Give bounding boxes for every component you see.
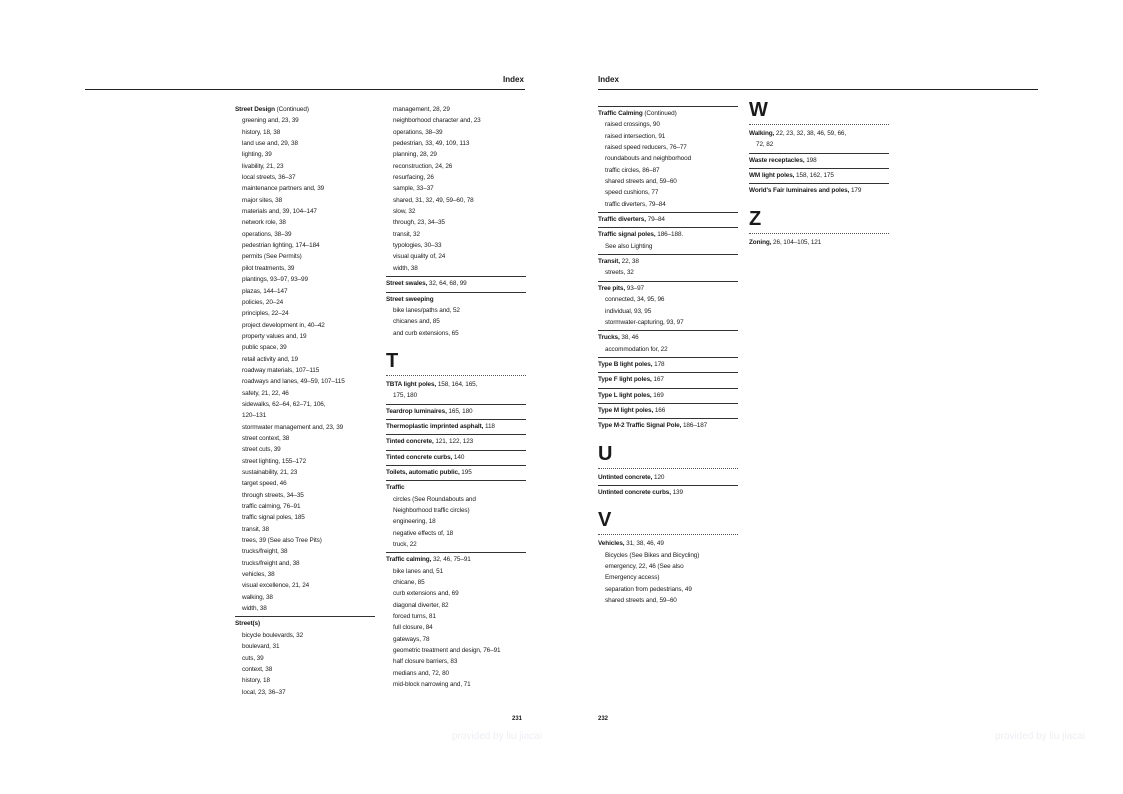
index-subentry: safety, 21, 22, 46 [242, 389, 289, 397]
index-subentry: shared, 31, 32, 49, 59–60, 78 [393, 196, 474, 204]
index-subentry: property values and, 19 [242, 332, 307, 340]
index-term: Type M-2 Traffic Signal Pole, [598, 422, 682, 430]
index-entry [749, 168, 889, 181]
index-term: Tinted concrete curbs, [386, 453, 453, 461]
index-subentry: history, 18, 38 [242, 128, 281, 136]
index-subentry: sample, 33–37 [393, 185, 434, 193]
index-entry [386, 450, 526, 463]
index-entry [598, 212, 738, 225]
index-pages: 186–187 [681, 422, 708, 430]
index-entry [386, 480, 526, 493]
index-pages: 165, 180 [446, 407, 473, 415]
index-entry-continuation: See also Lighting [605, 242, 653, 250]
index-subentry: neighborhood character and, 23 [393, 117, 481, 125]
index-subentry: cuts, 39 [242, 654, 264, 662]
index-pages: (Continued) [642, 110, 677, 117]
index-entry [235, 616, 375, 629]
index-subentry: trucks/freight, 38 [242, 548, 288, 556]
watermark: provided by liu jiacai [452, 731, 543, 742]
index-term: Traffic diverters, [598, 216, 646, 224]
index-term: World's Fair luminaires and poles, [749, 187, 850, 195]
index-term: Toilets, automatic public, [386, 468, 460, 476]
index-subentry: operations, 38–39 [393, 128, 443, 136]
index-subentry: trees, 39 (See also Tree Pits) [242, 537, 322, 545]
index-subentry: Bicycles (See Bikes and Bicycling) [605, 551, 700, 559]
index-subentry: truck, 22 [393, 541, 417, 548]
left-running-header: Index [503, 75, 524, 84]
index-subentry: shared streets and, 59–60 [605, 178, 677, 186]
index-subentry: major sites, 38 [242, 196, 283, 204]
index-subentry: stormwater-capturing, 93, 97 [605, 318, 684, 326]
index-pages: (Continued) [274, 106, 309, 113]
index-subentry: shared streets and, 59–60 [605, 597, 677, 604]
index-entry [749, 128, 889, 139]
index-subentry: engineering, 18 [393, 518, 436, 526]
index-subentry: project development in, 40–42 [242, 321, 325, 329]
index-subentry: 120–131 [242, 412, 267, 420]
index-term: Untinted concrete curbs, [598, 488, 671, 496]
index-pages: 22, 38 [619, 258, 639, 266]
index-pages: 140 [452, 453, 465, 461]
index-pages: 186–188. [655, 231, 684, 239]
section-letter: Z [749, 209, 889, 234]
index-subentry: gateways, 78 [393, 635, 430, 643]
index-entry [386, 465, 526, 478]
index-pages: 32, 46, 75–91 [431, 556, 471, 564]
index-entry-continuation: 175, 180 [393, 392, 418, 400]
index-entry [386, 292, 526, 305]
index-term: Type B light poles, [598, 360, 653, 368]
index-subentry: retail activity and, 19 [242, 355, 298, 363]
index-subentry: visual excellence, 21, 24 [242, 582, 310, 590]
index-pages: 121, 122, 123 [433, 438, 474, 446]
index-subentry: stormwater management and, 23, 39 [242, 423, 344, 431]
index-subentry: street context, 38 [242, 434, 290, 442]
index-pages: 26, 104–105, 121 [771, 238, 822, 246]
index-entry-continuation: 72, 82 [756, 141, 774, 149]
index-subentry: visual quality of, 24 [393, 253, 446, 261]
index-subentry: geometric treatment and design, 76–91 [393, 647, 501, 655]
index-entry [386, 552, 526, 565]
index-entry [749, 183, 889, 196]
index-subentry: chicanes and, 85 [393, 318, 440, 326]
section-letter: V [598, 510, 738, 535]
index-term: Transit, [598, 258, 620, 266]
index-subentry: street lighting, 155–172 [242, 457, 307, 465]
index-entry [386, 404, 526, 417]
index-term: TBTA light poles, [386, 380, 437, 388]
index-entry [598, 281, 738, 294]
index-subentry: policies, 20–24 [242, 298, 284, 306]
index-subentry: diagonal diverter, 82 [393, 601, 449, 609]
index-subentry: history, 18 [242, 677, 270, 685]
index-term: Street swales, [386, 280, 428, 288]
index-pages: 93–97 [625, 284, 645, 292]
index-entry [386, 276, 526, 289]
index-entry [386, 434, 526, 447]
index-entry [235, 104, 375, 115]
index-subentry: connected, 34, 95, 96 [605, 296, 665, 304]
index-subentry: curb extensions and, 69 [393, 590, 459, 598]
index-entry [598, 418, 738, 431]
index-subentry: transit, 38 [242, 525, 269, 533]
index-subentry: management, 28, 29 [393, 106, 450, 113]
index-column-3 [598, 104, 738, 606]
index-entry [749, 237, 889, 248]
left-page-number: 231 [512, 716, 523, 722]
index-pages: 139 [670, 488, 683, 496]
index-entry [598, 403, 738, 416]
index-column-4 [749, 100, 889, 248]
index-term: Untinted concrete, [598, 473, 653, 481]
index-subentry: emergency, 22, 46 (See also [605, 562, 684, 570]
index-subentry: forced turns, 81 [393, 613, 436, 621]
index-subentry: accommodation for, 22 [605, 345, 668, 353]
index-entry [598, 388, 738, 401]
index-subentry: network role, 38 [242, 219, 286, 227]
index-subentry: individual, 93, 95 [605, 307, 652, 315]
index-subentry: street cuts, 39 [242, 446, 281, 454]
index-term: Traffic Calming [598, 110, 643, 117]
index-subentry: permits (See Permits) [242, 253, 302, 261]
index-subentry: principles, 22–24 [242, 310, 289, 318]
index-entry [598, 330, 738, 343]
index-term: Vehicles, [598, 540, 625, 548]
index-subentry: resurfacing, 26 [393, 174, 434, 182]
index-entry [598, 227, 738, 240]
index-pages: 169 [651, 391, 664, 399]
index-entry [386, 419, 526, 432]
right-header-rule [598, 89, 1038, 90]
index-pages: 178 [652, 360, 665, 368]
index-entry [598, 538, 738, 549]
index-pages: 38, 46 [619, 334, 639, 342]
index-column-1 [235, 104, 375, 698]
index-subentry: and curb extensions, 65 [393, 329, 459, 337]
index-subentry: target speed, 46 [242, 480, 287, 488]
index-subentry: pedestrian, 33, 49, 109, 113 [393, 140, 470, 148]
index-subentry: pilot treatments, 39 [242, 264, 295, 272]
index-subentry: planning, 28, 29 [393, 151, 437, 159]
index-subentry: local streets, 36–37 [242, 174, 296, 182]
index-term: Trucks, [598, 334, 620, 342]
index-subentry: reconstruction, 24, 26 [393, 162, 453, 170]
index-pages: 158, 164, 165, [436, 380, 478, 388]
right-running-header: Index [598, 75, 619, 84]
index-entry [598, 372, 738, 385]
index-entry [386, 379, 526, 390]
index-subentry: land use and, 29, 38 [242, 140, 298, 148]
index-term: Street sweeping [386, 295, 434, 303]
index-entry [598, 357, 738, 370]
index-subentry: boulevard, 31 [242, 643, 280, 651]
index-entry [598, 254, 738, 267]
index-subentry: traffic diverters, 79–84 [605, 200, 666, 208]
index-subentry: width, 38 [393, 264, 418, 272]
left-header-rule [85, 89, 525, 90]
index-subentry: half closure barriers, 83 [393, 658, 458, 666]
index-column-2 [386, 104, 526, 690]
index-term: Teardrop luminaires, [386, 407, 447, 415]
index-subentry: roundabouts and neighborhood [605, 155, 692, 163]
index-subentry: maintenance partners and, 39 [242, 185, 325, 193]
index-subentry: width, 38 [242, 605, 267, 613]
index-subentry: chicane, 85 [393, 579, 425, 587]
index-subentry: streets, 32 [605, 269, 634, 277]
index-subentry: typologies, 30–33 [393, 242, 442, 250]
index-term: Waste receptacles, [749, 156, 805, 164]
index-term: Walking, [749, 130, 775, 137]
index-entry [598, 485, 738, 498]
index-subentry: materials and, 39, 104–147 [242, 208, 317, 216]
index-pages: 22, 23, 32, 38, 46, 59, 66, [774, 130, 847, 137]
index-term: Type F light poles, [598, 376, 652, 384]
index-subentry: separation from pedestrians, 49 [605, 585, 692, 593]
index-subentry: traffic calming, 76–91 [242, 503, 301, 511]
index-term: Street Design [235, 106, 275, 113]
index-pages: 195 [459, 468, 472, 476]
index-pages: 179 [849, 187, 862, 195]
index-subentry: vehicles, 38 [242, 571, 275, 579]
index-term: Traffic signal poles, [598, 231, 656, 239]
right-page-number: 232 [598, 716, 609, 722]
index-subentry: roadway materials, 107–115 [242, 366, 320, 374]
index-subentry: context, 38 [242, 665, 273, 673]
index-pages: 198 [804, 156, 817, 164]
index-subentry: through, 23, 34–35 [393, 219, 445, 227]
index-term: Traffic calming, [386, 556, 432, 564]
index-subentry: through streets, 34–35 [242, 491, 304, 499]
index-pages: 79–84 [645, 216, 665, 224]
index-subentry: public space, 39 [242, 344, 287, 352]
index-term: Type L light poles, [598, 391, 652, 399]
index-subentry: traffic circles, 86–87 [605, 166, 660, 174]
watermark: provided by liu jiacai [995, 731, 1086, 742]
index-subentry: walking, 38 [242, 593, 273, 601]
index-term: Type M light poles, [598, 406, 654, 414]
index-pages: 31, 38, 46, 49 [624, 540, 664, 548]
index-subentry: raised speed reducers, 76–77 [605, 144, 687, 152]
index-subentry: raised intersection, 91 [605, 132, 666, 140]
index-subentry: sidewalks, 62–64, 62–71, 106, [242, 400, 326, 408]
index-term: Tree pits, [598, 284, 626, 292]
index-subentry: negative effects of, 18 [393, 529, 454, 537]
index-subentry: mid-block narrowing and, 71 [393, 681, 471, 689]
index-subentry: bicycle boulevards, 32 [242, 631, 304, 639]
index-subentry: traffic signal poles, 185 [242, 514, 305, 522]
section-letter: W [749, 100, 889, 125]
index-subentry: bike lanes/paths and, 52 [393, 306, 460, 314]
index-pages: 120 [652, 473, 665, 481]
index-subentry: sustainability, 21, 23 [242, 469, 298, 476]
index-term: Traffic [386, 484, 405, 492]
index-pages: 166 [653, 406, 666, 414]
index-subentry: speed cushions, 77 [605, 189, 659, 197]
index-pages: 158, 162, 175 [794, 172, 834, 180]
index-subentry: Emergency access) [605, 574, 660, 582]
index-subentry: livability, 21, 23 [242, 162, 284, 170]
index-term: WM light poles, [749, 172, 795, 180]
index-subentry: raised crossings, 90 [605, 121, 660, 129]
index-subentry: slow, 32 [393, 208, 416, 216]
index-entry [598, 106, 738, 119]
index-subentry: transit, 32 [393, 230, 420, 238]
index-pages: 32, 64, 68, 99 [427, 280, 467, 288]
index-entry [598, 472, 738, 483]
index-subentry: bike lanes and, 51 [393, 567, 444, 575]
index-term: Thermoplastic imprinted asphalt, [386, 422, 484, 430]
index-subentry: pedestrian lighting, 174–184 [242, 242, 320, 250]
index-pages: 167 [651, 376, 664, 384]
index-subentry: full closure, 84 [393, 624, 433, 632]
section-letter: U [598, 444, 738, 469]
index-subentry: local, 23, 36–37 [242, 688, 286, 696]
index-subentry: greening and, 23, 39 [242, 117, 299, 125]
index-subentry: Neighborhood traffic circles) [393, 506, 470, 514]
index-subentry: roadways and lanes, 49–59, 107–115 [242, 378, 345, 386]
index-subentry: plazas, 144–147 [242, 287, 288, 295]
index-term: Zoning, [749, 238, 772, 246]
index-subentry: medians and, 72, 80 [393, 669, 450, 677]
index-pages: 118 [483, 422, 495, 430]
index-entry [749, 153, 889, 166]
index-term: Street(s) [235, 620, 261, 628]
section-letter: T [386, 351, 526, 376]
index-subentry: operations, 38–39 [242, 230, 292, 238]
index-subentry: plantings, 93–97, 93–99 [242, 276, 308, 284]
index-subentry: circles (See Roundabouts and [393, 495, 476, 503]
index-subentry: lighting, 39 [242, 151, 272, 159]
index-subentry: trucks/freight and, 38 [242, 559, 300, 567]
index-term: Tinted concrete, [386, 438, 434, 446]
